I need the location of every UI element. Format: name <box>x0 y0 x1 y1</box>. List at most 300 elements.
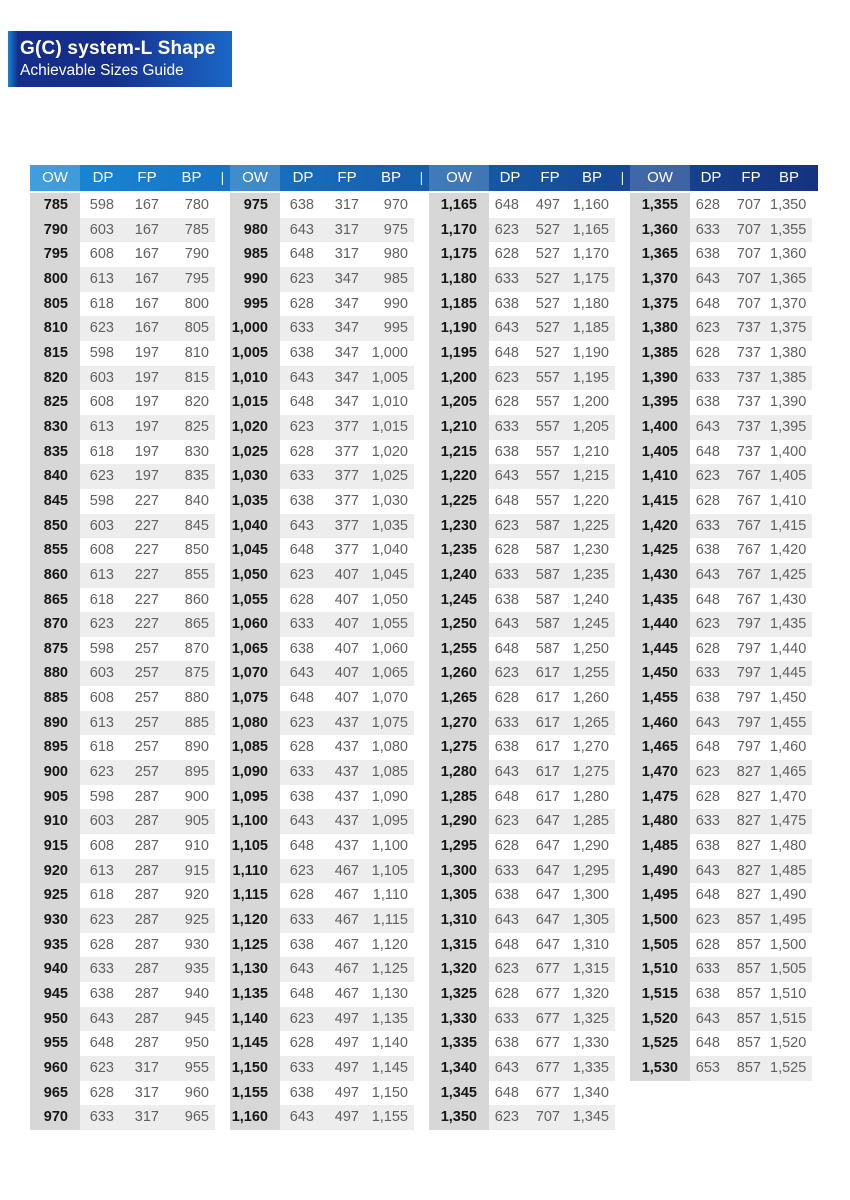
dp-cell: 628 <box>695 197 720 213</box>
bp-cell: 1,460 <box>770 739 807 756</box>
ow-cell: 1,490 <box>630 859 690 884</box>
table-row <box>230 440 414 465</box>
bp-cell: 865 <box>184 616 209 633</box>
table-row <box>30 637 215 662</box>
fp-cell: 797 <box>736 616 761 633</box>
bp-cell: 1,005 <box>371 369 408 386</box>
bp-cell: 1,085 <box>371 764 408 781</box>
dp-cell: 648 <box>289 394 314 411</box>
fp-cell: 827 <box>736 887 761 904</box>
ow-cell: 1,385 <box>630 341 690 366</box>
fp-cell: 377 <box>334 492 359 509</box>
bp-cell: 1,510 <box>770 986 807 1002</box>
bp-cell: 1,035 <box>371 517 408 534</box>
dp-cell: 623 <box>289 418 314 435</box>
ow-cell: 1,355 <box>630 193 690 218</box>
dp-cell: 633 <box>494 862 519 879</box>
bp-cell: 1,485 <box>770 862 807 879</box>
bp-cell: 1,115 <box>372 912 408 929</box>
dp-cell: 638 <box>695 542 720 559</box>
bp-cell: 1,110 <box>372 887 408 904</box>
bp-cell: 1,260 <box>572 690 609 707</box>
bp-cell: 1,435 <box>770 616 807 633</box>
table-header-row <box>30 165 818 191</box>
bp-cell: 1,495 <box>770 912 807 929</box>
ow-cell: 1,520 <box>630 1007 690 1032</box>
bp-cell: 1,185 <box>572 320 609 337</box>
table-row <box>230 1056 414 1081</box>
dp-cell: 628 <box>89 1084 114 1101</box>
ow-cell: 1,250 <box>429 612 489 637</box>
dp-cell: 638 <box>695 246 720 263</box>
dp-cell: 633 <box>494 270 519 287</box>
table-row <box>630 366 812 391</box>
ow-cell: 1,240 <box>429 563 489 588</box>
column-header-fp: FP <box>337 169 357 186</box>
table-group-2 <box>230 193 414 1130</box>
ow-cell: 1,345 <box>429 1081 489 1106</box>
dp-cell: 638 <box>494 739 519 756</box>
fp-cell: 347 <box>334 270 359 287</box>
table-row <box>230 1081 414 1106</box>
fp-cell: 767 <box>736 492 761 509</box>
fp-cell: 167 <box>134 320 159 337</box>
table-row <box>630 242 812 267</box>
dp-cell: 638 <box>289 492 314 509</box>
table-row <box>429 711 615 736</box>
dp-cell: 603 <box>89 221 114 238</box>
table-row <box>30 464 215 489</box>
bp-cell: 1,390 <box>770 394 807 411</box>
table-row <box>429 1031 615 1056</box>
ow-cell: 1,275 <box>429 735 489 760</box>
dp-cell: 628 <box>494 838 519 855</box>
fp-cell: 797 <box>736 665 761 682</box>
ow-cell: 1,305 <box>429 883 489 908</box>
table-row <box>30 538 215 563</box>
dp-cell: 633 <box>289 912 314 929</box>
dp-cell: 643 <box>494 1059 519 1076</box>
ow-cell: 1,445 <box>630 637 690 662</box>
dp-cell: 643 <box>695 1010 720 1027</box>
column-header-fp: FP <box>741 169 761 186</box>
ow-cell: 1,530 <box>630 1056 690 1081</box>
dp-cell: 623 <box>494 1109 519 1126</box>
dp-cell: 648 <box>695 1035 720 1052</box>
dp-cell: 623 <box>494 369 519 386</box>
bp-cell: 1,255 <box>572 665 609 682</box>
fp-cell: 227 <box>134 517 159 534</box>
dp-cell: 628 <box>494 690 519 707</box>
fp-cell: 527 <box>535 344 560 361</box>
dp-cell: 613 <box>89 566 114 583</box>
bp-cell: 1,465 <box>770 764 807 781</box>
bp-cell: 1,375 <box>770 320 807 337</box>
bp-cell: 1,285 <box>572 813 609 830</box>
dp-cell: 648 <box>695 443 720 460</box>
table-row <box>630 218 812 243</box>
bp-cell: 1,160 <box>572 197 609 213</box>
ow-cell: 815 <box>30 341 80 366</box>
bp-cell: 1,325 <box>572 1010 609 1027</box>
column-header-ow: OW <box>30 165 80 191</box>
table-row <box>429 563 615 588</box>
dp-cell: 643 <box>695 714 720 731</box>
table-row <box>429 538 615 563</box>
table-row <box>230 760 414 785</box>
bp-cell: 1,370 <box>770 295 807 312</box>
bp-cell: 1,410 <box>770 492 807 509</box>
bp-cell: 920 <box>184 887 209 904</box>
bp-cell: 1,520 <box>770 1035 807 1052</box>
dp-cell: 633 <box>494 418 519 435</box>
page-subtitle: Achievable Sizes Guide <box>20 62 184 79</box>
bp-cell: 1,165 <box>572 221 609 238</box>
fp-cell: 437 <box>334 739 359 756</box>
table-row <box>30 809 215 834</box>
fp-cell: 647 <box>535 838 560 855</box>
fp-cell: 197 <box>134 394 159 411</box>
column-header-dp: DP <box>700 169 722 186</box>
fp-cell: 197 <box>134 369 159 386</box>
dp-cell: 623 <box>494 961 519 978</box>
fp-cell: 827 <box>736 862 761 879</box>
table-row <box>230 514 414 539</box>
ow-cell: 1,300 <box>429 859 489 884</box>
ow-cell: 1,335 <box>429 1031 489 1056</box>
dp-cell: 603 <box>89 369 114 386</box>
table-row <box>30 1007 215 1032</box>
fp-cell: 287 <box>134 936 159 953</box>
table-row <box>429 785 615 810</box>
table-row <box>429 292 615 317</box>
fp-cell: 857 <box>736 961 761 978</box>
table-row <box>429 440 615 465</box>
dp-cell: 638 <box>494 443 519 460</box>
fp-cell: 737 <box>736 344 761 361</box>
bp-cell: 1,480 <box>770 838 807 855</box>
fp-cell: 707 <box>736 197 761 213</box>
table-row <box>230 390 414 415</box>
table-row <box>429 957 615 982</box>
column-header-ow: OW <box>630 165 690 191</box>
fp-cell: 467 <box>334 986 359 1002</box>
fp-cell: 587 <box>535 591 560 608</box>
fp-cell: 797 <box>736 640 761 657</box>
table-row <box>230 588 414 613</box>
dp-cell: 633 <box>89 1109 114 1126</box>
dp-cell: 643 <box>289 665 314 682</box>
bp-cell: 955 <box>184 1059 209 1076</box>
table-row <box>30 859 215 884</box>
dp-cell: 623 <box>89 912 114 929</box>
bp-cell: 885 <box>184 714 209 731</box>
fp-cell: 377 <box>334 468 359 485</box>
table-row <box>630 637 812 662</box>
fp-cell: 767 <box>736 517 761 534</box>
dp-cell: 633 <box>289 468 314 485</box>
fp-cell: 497 <box>334 1059 359 1076</box>
ow-cell: 1,370 <box>630 267 690 292</box>
dp-cell: 648 <box>695 739 720 756</box>
dp-cell: 638 <box>289 788 314 805</box>
ow-cell: 1,375 <box>630 292 690 317</box>
table-row <box>230 933 414 958</box>
dp-cell: 643 <box>494 616 519 633</box>
ow-cell: 950 <box>30 1007 80 1032</box>
bp-cell: 965 <box>184 1109 209 1126</box>
dp-cell: 643 <box>289 369 314 386</box>
ow-cell: 965 <box>30 1081 80 1106</box>
fp-cell: 227 <box>134 542 159 559</box>
dp-cell: 598 <box>89 197 114 213</box>
dp-cell: 648 <box>289 838 314 855</box>
fp-cell: 707 <box>736 295 761 312</box>
ow-cell: 915 <box>30 834 80 859</box>
fp-cell: 347 <box>334 394 359 411</box>
fp-cell: 407 <box>334 690 359 707</box>
table-row <box>630 538 812 563</box>
bp-cell: 1,140 <box>371 1035 408 1052</box>
fp-cell: 587 <box>535 566 560 583</box>
dp-cell: 638 <box>289 197 314 213</box>
fp-cell: 857 <box>736 1059 761 1076</box>
fp-cell: 467 <box>334 936 359 953</box>
fp-cell: 617 <box>535 690 560 707</box>
fp-cell: 257 <box>134 764 159 781</box>
ow-cell: 970 <box>30 1105 80 1130</box>
table-row <box>429 242 615 267</box>
bp-cell: 1,065 <box>371 665 408 682</box>
table-row <box>630 982 812 1007</box>
fp-cell: 407 <box>334 665 359 682</box>
fp-cell: 587 <box>535 640 560 657</box>
ow-cell: 1,015 <box>230 390 280 415</box>
dp-cell: 618 <box>89 295 114 312</box>
table-row <box>630 933 812 958</box>
bp-cell: 790 <box>184 246 209 263</box>
fp-cell: 497 <box>334 1010 359 1027</box>
bp-cell: 1,310 <box>572 936 609 953</box>
ow-cell: 1,230 <box>429 514 489 539</box>
dp-cell: 603 <box>89 517 114 534</box>
bp-cell: 1,080 <box>371 739 408 756</box>
ow-cell: 1,160 <box>230 1105 280 1130</box>
ow-cell: 1,365 <box>630 242 690 267</box>
table-row <box>30 218 215 243</box>
ow-cell: 1,100 <box>230 809 280 834</box>
ow-cell: 1,320 <box>429 957 489 982</box>
bp-cell: 940 <box>184 986 209 1002</box>
bp-cell: 1,150 <box>371 1084 408 1101</box>
ow-cell: 1,145 <box>230 1031 280 1056</box>
bp-cell: 1,470 <box>770 788 807 805</box>
dp-cell: 608 <box>89 246 114 263</box>
ow-cell: 1,080 <box>230 711 280 736</box>
fp-cell: 167 <box>134 270 159 287</box>
dp-cell: 623 <box>289 270 314 287</box>
table-row <box>630 957 812 982</box>
ow-cell: 1,265 <box>429 686 489 711</box>
table-row <box>230 415 414 440</box>
ow-cell: 1,245 <box>429 588 489 613</box>
table-row <box>30 588 215 613</box>
dp-cell: 628 <box>695 344 720 361</box>
ow-cell: 1,380 <box>630 316 690 341</box>
ow-cell: 855 <box>30 538 80 563</box>
bp-cell: 905 <box>184 813 209 830</box>
fp-cell: 857 <box>736 1010 761 1027</box>
group-separator: | <box>620 169 625 185</box>
bp-cell: 1,230 <box>572 542 609 559</box>
ow-cell: 1,500 <box>630 908 690 933</box>
fp-cell: 617 <box>535 665 560 682</box>
fp-cell: 527 <box>535 270 560 287</box>
ow-cell: 1,510 <box>630 957 690 982</box>
fp-cell: 767 <box>736 591 761 608</box>
fp-cell: 407 <box>334 640 359 657</box>
sizes-table <box>30 165 818 1130</box>
table-row <box>630 785 812 810</box>
table-row <box>429 1081 615 1106</box>
dp-cell: 608 <box>89 690 114 707</box>
table-group-1 <box>30 193 215 1130</box>
ow-cell: 1,310 <box>429 908 489 933</box>
fp-cell: 647 <box>535 862 560 879</box>
table-row <box>30 760 215 785</box>
table-row <box>30 390 215 415</box>
ow-cell: 1,190 <box>429 316 489 341</box>
bp-cell: 1,215 <box>572 468 609 485</box>
table-row <box>230 883 414 908</box>
bp-cell: 1,300 <box>572 887 609 904</box>
fp-cell: 647 <box>535 912 560 929</box>
table-row <box>429 1056 615 1081</box>
bp-cell: 805 <box>184 320 209 337</box>
dp-cell: 648 <box>289 542 314 559</box>
table-row <box>630 588 812 613</box>
bp-cell: 990 <box>383 295 408 312</box>
bp-cell: 895 <box>184 764 209 781</box>
ow-cell: 1,150 <box>230 1056 280 1081</box>
ow-cell: 845 <box>30 489 80 514</box>
dp-cell: 623 <box>494 813 519 830</box>
fp-cell: 557 <box>535 369 560 386</box>
table-row <box>630 834 812 859</box>
header-group-2 <box>230 165 424 191</box>
fp-cell: 347 <box>334 320 359 337</box>
table-row <box>630 908 812 933</box>
bp-cell: 1,220 <box>572 492 609 509</box>
fp-cell: 227 <box>134 591 159 608</box>
table-row <box>630 809 812 834</box>
fp-cell: 287 <box>134 813 159 830</box>
dp-cell: 623 <box>89 1059 114 1076</box>
table-row <box>429 883 615 908</box>
ow-cell: 1,395 <box>630 390 690 415</box>
fp-cell: 497 <box>334 1109 359 1126</box>
table-row <box>230 982 414 1007</box>
bp-cell: 840 <box>184 492 209 509</box>
bp-cell: 1,105 <box>371 862 408 879</box>
group-separator: | <box>220 169 225 185</box>
fp-cell: 317 <box>334 197 359 213</box>
fp-cell: 797 <box>736 714 761 731</box>
ow-cell: 980 <box>230 218 280 243</box>
fp-cell: 677 <box>535 1084 560 1101</box>
fp-cell: 617 <box>535 764 560 781</box>
bp-cell: 910 <box>184 838 209 855</box>
table-row <box>230 563 414 588</box>
fp-cell: 737 <box>736 443 761 460</box>
dp-cell: 633 <box>494 566 519 583</box>
dp-cell: 628 <box>289 443 314 460</box>
table-row <box>30 982 215 1007</box>
table-row <box>630 489 812 514</box>
dp-cell: 618 <box>89 443 114 460</box>
bp-cell: 1,515 <box>770 1010 807 1027</box>
fp-cell: 317 <box>134 1059 159 1076</box>
bp-cell: 1,505 <box>770 961 807 978</box>
table-row <box>429 1007 615 1032</box>
bp-cell: 1,000 <box>371 344 408 361</box>
bp-cell: 880 <box>184 690 209 707</box>
ow-cell: 1,475 <box>630 785 690 810</box>
table-row <box>30 1056 215 1081</box>
table-row <box>30 292 215 317</box>
ow-cell: 1,255 <box>429 637 489 662</box>
table-row <box>230 785 414 810</box>
bp-cell: 1,490 <box>770 887 807 904</box>
bp-cell: 870 <box>184 640 209 657</box>
bp-cell: 1,365 <box>770 270 807 287</box>
dp-cell: 623 <box>695 764 720 781</box>
dp-cell: 643 <box>494 764 519 781</box>
bp-cell: 1,430 <box>770 591 807 608</box>
fp-cell: 527 <box>535 320 560 337</box>
ow-cell: 795 <box>30 242 80 267</box>
fp-cell: 287 <box>134 838 159 855</box>
bp-cell: 1,405 <box>770 468 807 485</box>
dp-cell: 623 <box>289 1010 314 1027</box>
fp-cell: 467 <box>334 912 359 929</box>
fp-cell: 407 <box>334 591 359 608</box>
dp-cell: 633 <box>89 961 114 978</box>
ow-cell: 1,270 <box>429 711 489 736</box>
fp-cell: 467 <box>334 887 359 904</box>
table-row <box>230 292 414 317</box>
ow-cell: 1,525 <box>630 1031 690 1056</box>
bp-cell: 1,030 <box>371 492 408 509</box>
fp-cell: 437 <box>334 838 359 855</box>
table-row <box>429 390 615 415</box>
dp-cell: 643 <box>89 1010 114 1027</box>
dp-cell: 643 <box>289 1109 314 1126</box>
dp-cell: 628 <box>289 1035 314 1052</box>
dp-cell: 613 <box>89 270 114 287</box>
dp-cell: 648 <box>289 246 314 263</box>
dp-cell: 598 <box>89 492 114 509</box>
ow-cell: 870 <box>30 612 80 637</box>
ow-cell: 880 <box>30 661 80 686</box>
column-header-dp: DP <box>292 169 314 186</box>
table-row <box>630 859 812 884</box>
fp-cell: 347 <box>334 295 359 312</box>
bp-cell: 1,020 <box>371 443 408 460</box>
table-row <box>230 1031 414 1056</box>
table-row <box>630 267 812 292</box>
fp-cell: 377 <box>334 443 359 460</box>
